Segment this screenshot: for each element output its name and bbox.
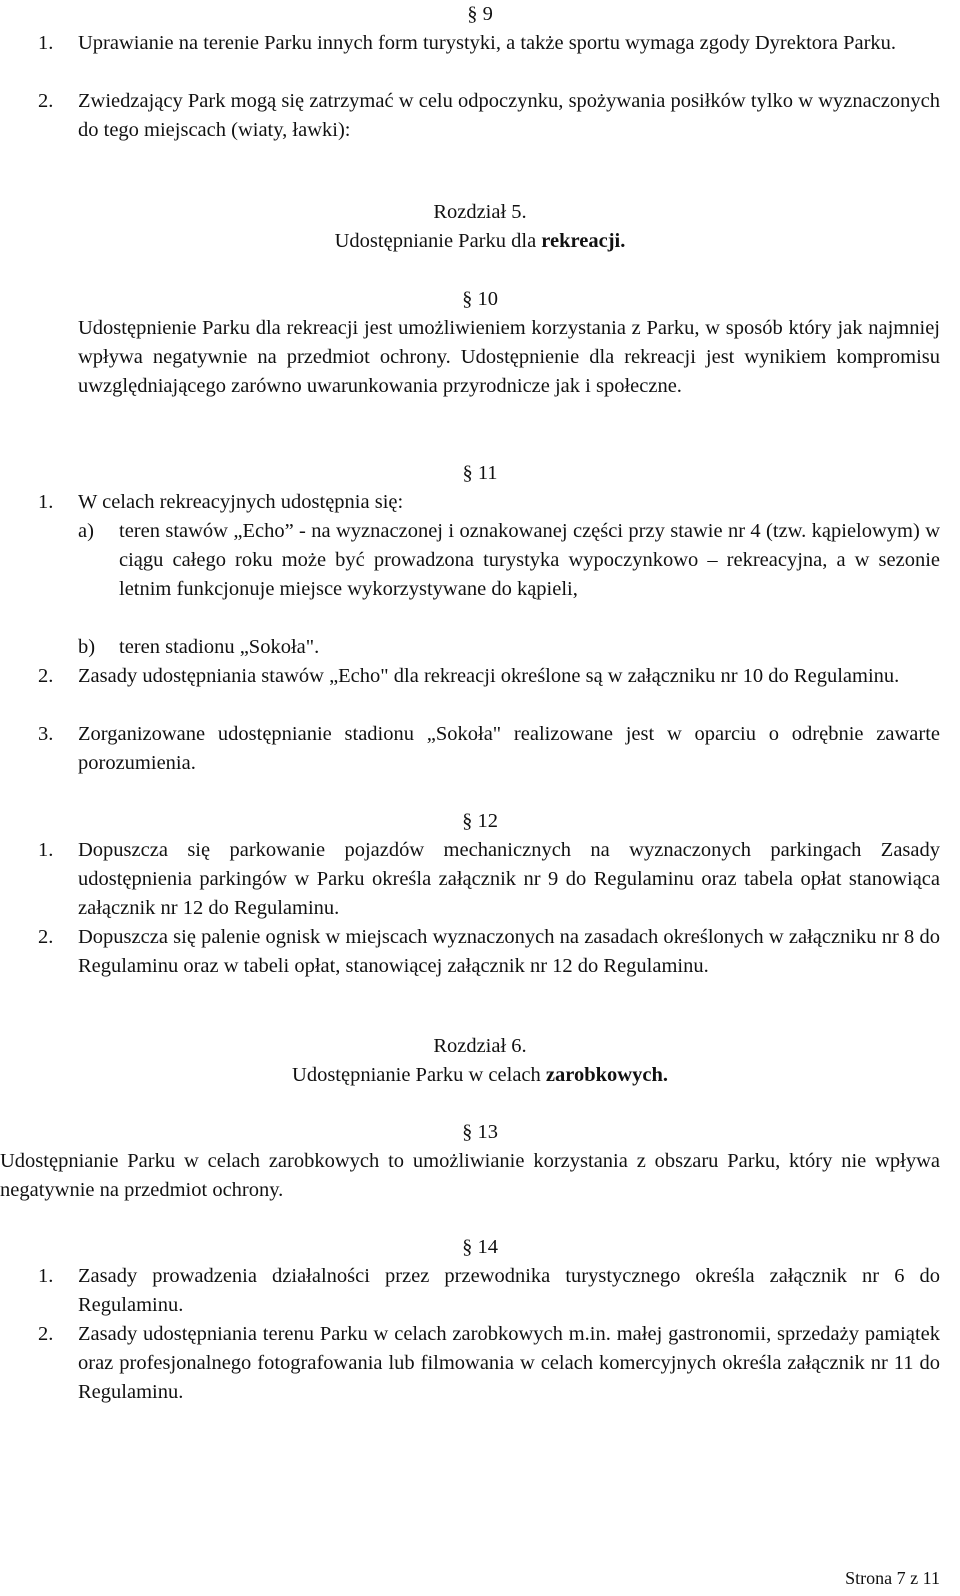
s14-item-1 xyxy=(38,1262,940,1320)
s9-item-1-text: Uprawianie na terenie Parku innych form turystyki, a także sportu wymaga zgody Dyrektora Parku. xyxy=(78,32,897,54)
s9-item-2-number: 2. xyxy=(38,90,54,112)
s14-item-2-number: 2. xyxy=(38,1323,54,1345)
chapter-5-subtitle-bold: rekreacji. xyxy=(541,230,626,252)
s10-paragraph: Udostępnienie Parku dla rekreacji jest umożliwieniem korzystania z Parku, w sposób który jak najmniej wpływa negatywnie na przedmiot ochrony. Udostępnienie dla rekreacji jest wynikiem kompromisu uwzględniającego zarówno uwarunkowania przyrodnicze jak i społeczne. xyxy=(78,317,940,397)
section-mark-14: § 14 xyxy=(462,1236,498,1258)
s12-item-2-number: 2. xyxy=(38,926,54,948)
s11-item-1 xyxy=(38,488,940,517)
section-mark-10: § 10 xyxy=(462,288,498,310)
s12-item-1 xyxy=(38,836,940,923)
s9-item-2-text: Zwiedzający Park mogą się zatrzymać w celu odpoczynku, spożywania posiłków tylko w wyznaczonych do tego miejscach (wiaty, ławki): xyxy=(78,90,940,141)
s14-item-1-number: 1. xyxy=(38,1265,54,1287)
chapter-6-subtitle-text: Udostępnianie Parku w celach xyxy=(292,1064,546,1086)
s14-item-1-text: Zasady prowadzenia działalności przez przewodnika turystycznego określa załącznik nr 6 do Regulaminu. xyxy=(78,1265,940,1316)
s11-item-1-text: W celach rekreacyjnych udostępnia się: xyxy=(78,491,404,513)
chapter-6-subtitle-bold: zarobkowych. xyxy=(545,1064,668,1086)
s11-item-3-number: 3. xyxy=(38,723,54,745)
s14-item-2-text: Zasady udostępniania terenu Parku w celach zarobkowych m.in. małej gastronomii, sprzedaży pamiątek oraz profesjonalnego fotografowania lub filmowania w celach komercyjnych określa załącznik nr 11 do Regulaminu. xyxy=(78,1323,940,1403)
s9-item-2 xyxy=(38,87,940,145)
s9-item-1-number: 1. xyxy=(38,32,54,54)
s9-item-1 xyxy=(38,29,940,58)
chapter-5-subtitle xyxy=(0,227,960,256)
s11-sub-b-letter: b) xyxy=(78,636,96,658)
chapter-5-title: Rozdział 5. xyxy=(433,201,527,223)
section-mark-12: § 12 xyxy=(462,810,498,832)
chapter-6-title: Rozdział 6. xyxy=(433,1035,527,1057)
chapter-5-subtitle-text: Udostępnianie Parku dla xyxy=(334,230,542,252)
s12-item-1-number: 1. xyxy=(38,839,54,861)
s11-item-1-number: 1. xyxy=(38,491,54,513)
section-mark-13: § 13 xyxy=(462,1121,498,1143)
chapter-6-subtitle xyxy=(0,1061,960,1090)
s12-item-2-text: Dopuszcza się palenie ognisk w miejscach wyznaczonych na zasadach określonych w załączniku nr 8 do Regulaminu oraz w tabeli opłat, stanowiącej załącznik nr 12 do Regulaminu. xyxy=(78,926,940,977)
section-mark-9: § 9 xyxy=(467,3,493,25)
page-number-footer: Strona 7 z 11 xyxy=(845,1568,940,1588)
section-mark-11: § 11 xyxy=(462,462,498,484)
s11-sub-b-text: teren stadionu „Sokoła". xyxy=(119,636,320,658)
s14-item-2 xyxy=(38,1320,940,1407)
s12-item-2 xyxy=(38,923,940,981)
s11-sub-a-text: teren stawów „Echo” - na wyznaczonej i oznakowanej części przy stawie nr 4 (tzw. kąpielowym) w ciągu całego roku może być prowadzona turystyka wypoczynkowo – rekreacyjna, a w sezonie letnim funkcjonuje miejsce wykorzystywane do kąpieli, xyxy=(119,520,940,600)
s11-item-2 xyxy=(38,662,940,691)
s11-item-3-text: Zorganizowane udostępnianie stadionu „Sokoła" realizowane jest w oparciu o odrębnie zawarte porozumienia. xyxy=(78,723,940,774)
s11-sub-a xyxy=(78,517,940,604)
s11-item-2-number: 2. xyxy=(38,665,54,687)
s11-sub-b xyxy=(78,633,940,662)
s11-sub-a-letter: a) xyxy=(78,520,94,542)
s13-paragraph: Udostępnianie Parku w celach zarobkowych to umożliwianie korzystania z obszaru Parku, który nie wpływa negatywnie na przedmiot ochrony. xyxy=(0,1150,940,1201)
s11-item-2-text: Zasady udostępniania stawów „Echo" dla rekreacji określone są w załączniku nr 10 do Regulaminu. xyxy=(78,665,900,687)
s11-item-3 xyxy=(38,720,940,778)
s12-item-1-text: Dopuszcza się parkowanie pojazdów mechanicznych na wyznaczonych parkingach Zasady udostępnienia parkingów w Parku określa załącznik nr 9 do Regulaminu oraz tabela opłat stanowiąca załącznik nr 12 do Regulaminu. xyxy=(78,839,940,919)
